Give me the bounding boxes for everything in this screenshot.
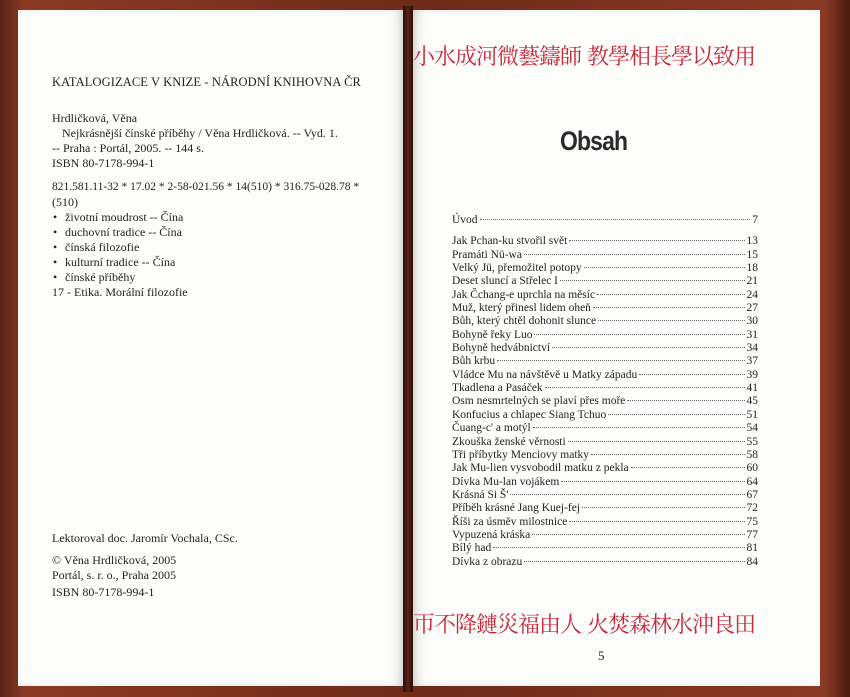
toc-entry bbox=[452, 214, 758, 227]
toc-leader-dots bbox=[524, 561, 744, 562]
toc-entry-page: 18 bbox=[746, 262, 758, 275]
toc-leader-dots bbox=[534, 334, 744, 335]
toc-entry-page: 81 bbox=[746, 542, 758, 555]
toc-entry-title: Pramáti Nü-wa bbox=[452, 248, 522, 261]
toc-entry-page: 72 bbox=[746, 502, 758, 515]
toc-entry-title: Tři příbytky Menciovy matky bbox=[452, 448, 590, 461]
toc-entry-page: 30 bbox=[746, 315, 758, 328]
toc-leader-dots bbox=[639, 374, 744, 375]
toc-entry bbox=[452, 315, 758, 328]
toc-entry bbox=[452, 289, 758, 302]
toc-leader-dots bbox=[533, 427, 745, 428]
toc-entry-title: Dívka Mu-lan vojákem bbox=[452, 475, 560, 488]
toc-leader-dots bbox=[568, 441, 745, 442]
cip-author: Hrdličková, Věna bbox=[52, 111, 138, 125]
toc-leader-dots bbox=[561, 481, 744, 482]
toc-entry-page: 21 bbox=[746, 275, 758, 288]
toc-entry bbox=[452, 355, 758, 368]
toc-entry-page: 64 bbox=[746, 475, 758, 488]
page-number: 5 bbox=[598, 648, 605, 663]
toc-leader-dots bbox=[493, 547, 744, 548]
table-of-contents bbox=[452, 214, 758, 569]
toc-entry-page: 13 bbox=[746, 235, 758, 248]
toc-entry-page: 84 bbox=[746, 555, 758, 568]
toc-entry bbox=[452, 329, 758, 342]
toc-entry-page: 7 bbox=[752, 214, 758, 226]
toc-entry-title: Bohyně řeky Luo bbox=[452, 328, 533, 341]
toc-entry-page: 77 bbox=[746, 528, 758, 541]
toc-entry-title: Tkadlena a Pasáček bbox=[452, 382, 543, 395]
toc-entry-title: Krásná Si Š' bbox=[452, 488, 509, 501]
toc-entry bbox=[452, 409, 758, 422]
cip-heading: KATALOGIZACE V KNIZE - NÁRODNÍ KNIHOVNA ČR bbox=[52, 75, 361, 89]
subject-list bbox=[52, 210, 382, 285]
toc-entry bbox=[452, 476, 758, 489]
toc-entry bbox=[452, 235, 758, 248]
toc-entry bbox=[452, 529, 758, 542]
toc-entry bbox=[452, 462, 758, 475]
toc-entry-title: Úvod bbox=[452, 214, 478, 226]
toc-leader-dots bbox=[545, 387, 745, 388]
toc-entry bbox=[452, 516, 758, 529]
toc-entry-page: 45 bbox=[746, 395, 758, 408]
toc-entry-title: Jak Pchan-ku stvořil svět bbox=[452, 235, 568, 248]
toc-entry bbox=[452, 502, 758, 515]
toc-entry bbox=[452, 302, 758, 315]
toc-entry bbox=[452, 436, 758, 449]
toc-leader-dots bbox=[582, 507, 744, 508]
toc-leader-dots bbox=[631, 467, 745, 468]
cip-imprint: -- Praha : Portál, 2005. -- 144 s. bbox=[52, 141, 204, 155]
toc-leader-dots bbox=[552, 347, 744, 348]
toc-entry bbox=[452, 489, 758, 502]
page-title: Obsah bbox=[560, 126, 628, 156]
publisher-line: Portál, s. r. o., Praha 2005 bbox=[52, 568, 176, 582]
toc-entry-page: 60 bbox=[746, 462, 758, 475]
toc-entry-page: 75 bbox=[746, 515, 758, 528]
toc-leader-dots bbox=[560, 280, 744, 281]
toc-entry-page: 54 bbox=[746, 422, 758, 435]
toc-entry-title: Bůh, který chtěl dohonit slunce bbox=[452, 315, 597, 328]
toc-entry-title: Příběh krásné Jang Kuej-fej bbox=[452, 502, 581, 515]
cip-isbn: ISBN 80-7178-994-1 bbox=[52, 156, 155, 170]
toc-leader-dots bbox=[510, 494, 744, 495]
toc-entry-title: Vypuzená kráska bbox=[452, 528, 531, 541]
toc-entry-title: Zkouška ženské věrnosti bbox=[452, 435, 566, 448]
toc-leader-dots bbox=[584, 267, 745, 268]
cip-class-line: 821.581.11-32 * 17.02 * 2-58-021.56 * 14(510) * 316.75-028.78 * bbox=[52, 181, 360, 193]
toc-entry-title: Dívka z obrazu bbox=[452, 555, 523, 568]
toc-entry-title: Konfucius a chlapec Siang Tchuo bbox=[452, 408, 607, 421]
toc-entry-page: 34 bbox=[746, 342, 758, 355]
cip-class-line: (510) bbox=[52, 195, 78, 209]
toc-entry bbox=[452, 342, 758, 355]
toc-leader-dots bbox=[598, 320, 744, 321]
copyright-line: © Věna Hrdličková, 2005 bbox=[52, 553, 177, 567]
toc-entry bbox=[452, 422, 758, 435]
toc-entry-page: 27 bbox=[746, 302, 758, 315]
cip-record bbox=[52, 111, 382, 171]
toc-entry bbox=[452, 275, 758, 288]
toc-entry-title: Velký Jü, přemožitel potopy bbox=[452, 262, 582, 275]
isbn-line: ISBN 80-7178-994-1 bbox=[52, 585, 155, 599]
toc-entry-page: 55 bbox=[746, 435, 758, 448]
toc-leader-dots bbox=[532, 534, 744, 535]
toc-entry-title: Jak Mu-lien vysvobodil matku z pekla bbox=[452, 462, 629, 475]
toc-entry-page: 15 bbox=[746, 248, 758, 261]
toc-leader-dots bbox=[569, 240, 744, 241]
subject-item: • kulturní tradice -- Čína bbox=[52, 255, 382, 270]
toc-entry-title: Jak Čchang-e uprchla na měsíc bbox=[452, 288, 596, 301]
toc-entry bbox=[452, 449, 758, 462]
subject-item: • čínské příběhy bbox=[52, 270, 382, 285]
cip-title: Nejkrásnější čínské příběhy / Věna Hrdličková. -- Vyd. 1. bbox=[62, 126, 338, 140]
subject-item: • duchovní tradice -- Čína bbox=[52, 225, 382, 240]
toc-leader-dots bbox=[597, 294, 744, 295]
toc-leader-dots bbox=[608, 414, 744, 415]
cip-classification bbox=[52, 180, 382, 285]
toc-entry bbox=[452, 542, 758, 555]
toc-entry bbox=[452, 556, 758, 569]
copyright bbox=[52, 553, 382, 583]
toc-leader-dots bbox=[593, 307, 745, 308]
toc-entry-page: 24 bbox=[746, 288, 758, 301]
toc-entry-page: 51 bbox=[746, 408, 758, 421]
toc-entry-title: Deset sluncí a Střelec I bbox=[452, 275, 559, 288]
chinese-characters-top: 小水成河微藝鑄師 教學相長學以致用 bbox=[413, 45, 755, 70]
toc-entry-page: 41 bbox=[746, 382, 758, 395]
toc-entry-title: Říši za úsměv milostnice bbox=[452, 515, 568, 528]
toc-entry-page: 58 bbox=[746, 448, 758, 461]
toc-entry-title: Osm nesmrtelných se plaví přes moře bbox=[452, 395, 626, 408]
toc-leader-dots bbox=[569, 521, 744, 522]
toc-entry-title: Bohyně hedvábnictví bbox=[452, 342, 551, 355]
toc-entry bbox=[452, 382, 758, 395]
toc-entry-page: 37 bbox=[746, 355, 758, 368]
book-gutter bbox=[403, 6, 413, 692]
toc-entry bbox=[452, 262, 758, 275]
toc-entry-title: Čuang-c' a motýl bbox=[452, 422, 531, 435]
toc-entry-title: Bůh krbu bbox=[452, 355, 496, 368]
chinese-characters-bottom: 帀不降鏈災福由人 火焚森林水沖良田 bbox=[413, 613, 755, 638]
toc-entry-title: Vládce Mu na návštěvě u Matky západu bbox=[452, 368, 638, 381]
toc-entry-page: 67 bbox=[746, 488, 758, 501]
toc-leader-dots bbox=[524, 254, 745, 255]
toc-leader-dots bbox=[627, 400, 744, 401]
reviewer-note: Lektoroval doc. Jaromír Vochala, CSc. bbox=[52, 531, 238, 545]
toc-entry-title: Muž, který přinesl lidem oheň bbox=[452, 302, 591, 315]
toc-entry-title: Bílý had bbox=[452, 542, 492, 555]
toc-entry bbox=[452, 369, 758, 382]
toc-entry bbox=[452, 249, 758, 262]
subject-item: • životní moudrost -- Čína bbox=[52, 210, 382, 225]
toc-entry-page: 39 bbox=[746, 368, 758, 381]
toc-entry-page: 31 bbox=[746, 328, 758, 341]
toc-leader-dots bbox=[480, 219, 751, 220]
cip-notation: 17 - Etika. Morální filozofie bbox=[52, 285, 188, 299]
toc-leader-dots bbox=[497, 360, 744, 361]
subject-item: • čínská filozofie bbox=[52, 240, 382, 255]
toc-leader-dots bbox=[591, 454, 744, 455]
toc-entry bbox=[452, 395, 758, 408]
